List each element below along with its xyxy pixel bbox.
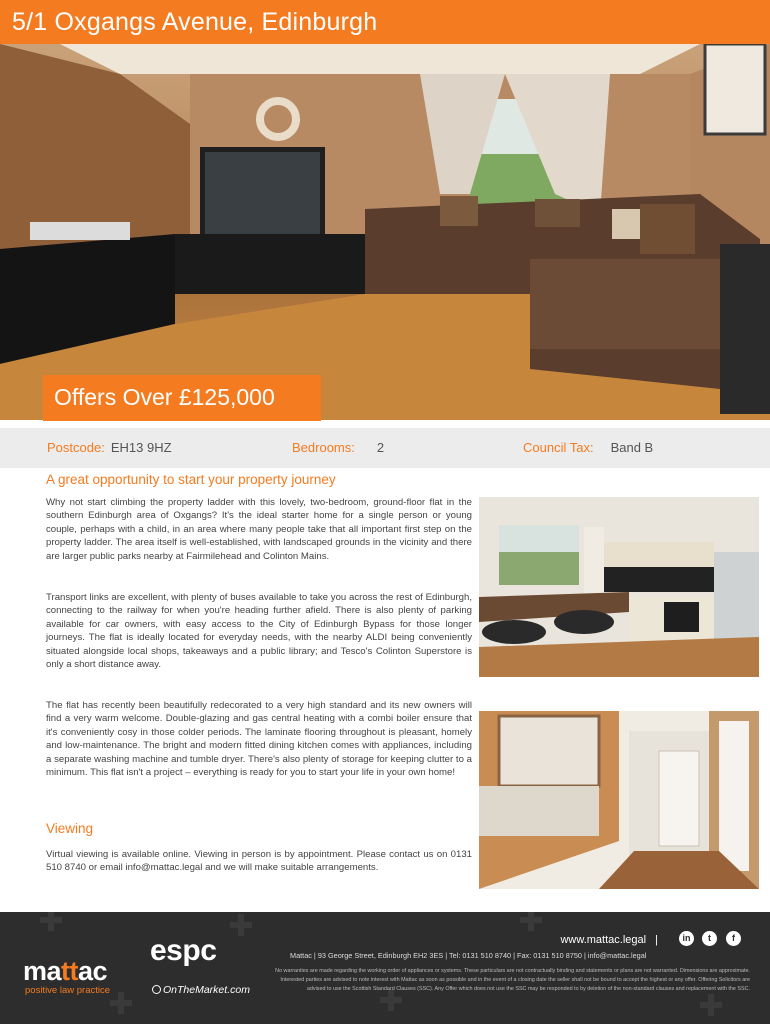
espc-logo: espc bbox=[150, 934, 217, 967]
contact-details: Mattac | 93 George Street, Edinburgh EH2 3ES | Tel: 0131 510 8740 | Fax: 0131 510 8750 | info@mattac.legal bbox=[290, 951, 647, 960]
facebook-icon[interactable]: f bbox=[726, 931, 741, 946]
website-url[interactable]: www.mattac.legal bbox=[560, 934, 647, 946]
council-tax-value: Band B bbox=[610, 440, 654, 455]
hallway-photo bbox=[479, 711, 759, 889]
twitter-icon[interactable]: t bbox=[702, 931, 717, 946]
description-paragraph-2: Transport links are excellent, with plenty of buses available to take you across the rest of Edinburgh, connecting to the railway for when you're heading further afield. There is also plenty of parking available for car owners, with easy access to the City of Edinburgh Bypass for those longer journeys. The flat is ideally located for everyday needs, with the nearby ALDI being conveniently situated alongside local shops, takeaways and a public library; and Tesco's Colinton Superstore is only a short distance away. bbox=[46, 592, 472, 671]
logo-part-2: tt bbox=[61, 956, 79, 986]
description-paragraph-3: The flat has recently been beautifully redecorated to a very high standard and its new owners will find a very warm welcome. Double-glazing and gas central heating with a combi boiler ensure that it's conveniently cosy in those colder periods. The laminate flooring throughout is pleasant, homely and low-maintenance. The bright and modern fitted dining kitchen comes with appliances, including a separate washing machine and tumble dryer. There's also plenty of storage for keeping clutter to a minimum. This flat isn't a project – everything is ready for you to start your life in your own home! bbox=[46, 700, 472, 779]
postcode-label: Postcode: bbox=[47, 440, 105, 455]
hero-photo-living-room bbox=[0, 44, 770, 420]
viewing-heading: Viewing bbox=[46, 821, 94, 836]
linkedin-icon[interactable]: in bbox=[679, 931, 694, 946]
fact-postcode bbox=[47, 440, 172, 455]
page-title: 5/1 Oxgangs Avenue, Edinburgh bbox=[12, 8, 378, 36]
onthemarket-logo bbox=[152, 984, 250, 996]
mattac-logo bbox=[23, 956, 107, 987]
viewing-text: Virtual viewing is available online. Viewing in person is by appointment. Please contact us on 0131 510 8740 or email info@mattac.legal and we will make suitable arrangements. bbox=[46, 849, 472, 874]
postcode-value: EH13 9HZ bbox=[110, 440, 172, 455]
location-pin-icon bbox=[152, 985, 161, 994]
bedrooms-label: Bedrooms: bbox=[292, 440, 355, 455]
description-heading: A great opportunity to start your property journey bbox=[46, 472, 336, 487]
page-title-bar bbox=[0, 0, 770, 44]
description-paragraph-1: Why not start climbing the property ladder with this lovely, two-bedroom, ground-floor flat in the southern Edinburgh area of Oxgangs? It's the ideal starter home for a single person or young couple, perhaps with a child, in an area where many people take that all important first step on the property ladder. The area itself is well-established, with landscaped grounds in the vicinity and there are larger public parks nearby at Fairmilehead and Colinton Mains. bbox=[46, 497, 472, 562]
tagline: positive law practice bbox=[25, 985, 111, 996]
onthemarket-text: OnTheMarket.com bbox=[163, 984, 250, 996]
website-link[interactable] bbox=[560, 934, 658, 946]
logo-part-3: ac bbox=[78, 956, 108, 986]
council-tax-label: Council Tax: bbox=[523, 440, 594, 455]
fact-bedrooms bbox=[292, 440, 384, 455]
price-text: Offers Over £125,000 bbox=[54, 384, 275, 410]
key-facts-bar bbox=[0, 428, 770, 468]
logo-part-1: ma bbox=[23, 956, 62, 986]
disclaimer: No warranties are made regarding the working order of appliances or systems. These particulars are not contractually binding and statements or plans are not warranted. Dimensions are approximate. Interested parties are advised to note interest with Mattac as soon as possible and in the event of a closing date the seller shall not be bound to accept the highest or any offer. Offering Solicitors are advised to use the Scottish Standard Clauses (SSC). Any Offer which does not use the SSC may be responded to by deletion of the non-standard clauses and replacement with the SSC. bbox=[275, 968, 750, 992]
kitchen-photo bbox=[479, 497, 759, 677]
living-room-illustration bbox=[0, 44, 770, 420]
price-badge bbox=[43, 375, 321, 421]
bedrooms-value: 2 bbox=[376, 440, 385, 455]
footer bbox=[0, 912, 770, 1024]
url-separator: | bbox=[655, 934, 658, 946]
fact-council-tax bbox=[523, 440, 653, 455]
